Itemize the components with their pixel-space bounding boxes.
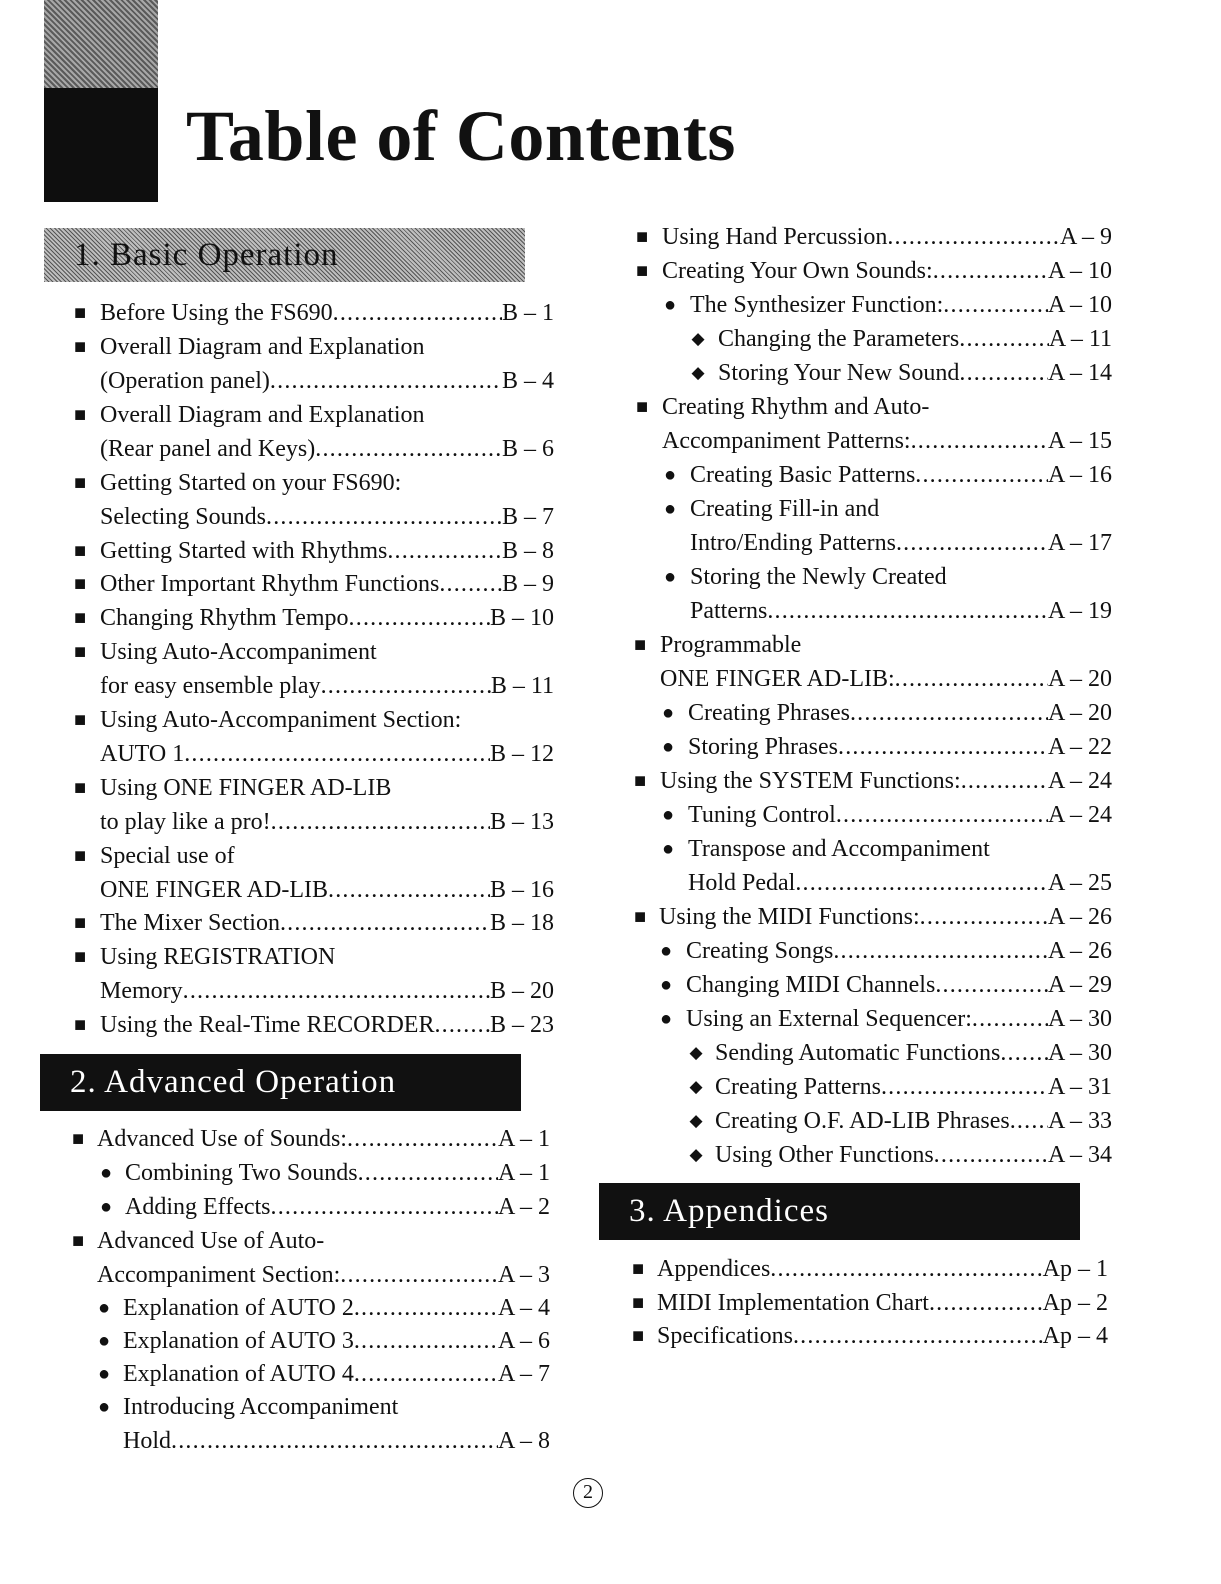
toc-entry-label: ONE FINGER AD-LIB — [100, 877, 328, 903]
dot-leader — [935, 968, 1048, 1002]
toc-entry-text — [686, 934, 1112, 968]
toc-entry-label: Creating Your Own Sounds: — [662, 258, 933, 284]
toc-entry-page: A – 9 — [1059, 224, 1112, 250]
toc-entry — [0, 594, 1112, 628]
toc-entry-label: Changing MIDI Channels — [686, 972, 936, 998]
square-bullet-icon: ■ — [631, 1292, 645, 1314]
toc-entry — [0, 526, 1112, 560]
toc-entry-page: A – 1 — [497, 1160, 550, 1186]
toc-entry-page: A – 25 — [1047, 870, 1112, 896]
toc-entry — [0, 1002, 1112, 1036]
toc-entry-text — [715, 1036, 1112, 1070]
toc-entry-text — [662, 254, 1112, 288]
toc-entry-label: Creating Songs — [686, 938, 834, 964]
toc-entry — [0, 662, 1112, 696]
diamond-bullet-icon: ◆ — [689, 1145, 703, 1164]
toc-entry-label: Advanced Use of Auto- — [97, 1228, 325, 1254]
toc-entry-label: for easy ensemble play — [100, 673, 321, 699]
toc-entry-page: B – 7 — [501, 504, 554, 530]
decorative-side-block — [44, 0, 158, 202]
square-bullet-icon: ■ — [73, 472, 87, 494]
toc-entry-label: Appendices — [657, 1256, 771, 1282]
circle-bullet-icon: ● — [97, 1330, 111, 1352]
toc-entry — [0, 1424, 550, 1458]
toc-entry-label: Accompaniment Patterns: — [662, 428, 911, 454]
dot-leader — [895, 662, 1048, 696]
toc-entry-page: A – 10 — [1047, 258, 1112, 284]
toc-entry-label: Using the Real-Time RECORDER — [100, 1012, 435, 1038]
dot-leader — [896, 526, 1048, 560]
toc-entry-text — [688, 866, 1112, 900]
toc-entry-label: Adding Effects — [125, 1194, 271, 1220]
dot-leader — [933, 254, 1048, 288]
dot-leader — [850, 696, 1048, 730]
toc-entry-text — [690, 288, 1112, 322]
dot-leader — [972, 1002, 1048, 1036]
toc-entry-label: Programmable — [660, 632, 802, 658]
toc-entry — [0, 730, 1112, 764]
toc-entry-label: Using Auto-Accompaniment — [100, 639, 377, 665]
toc-entry-label: Using an External Sequencer: — [686, 1006, 972, 1032]
toc-entry-label: Overall Diagram and Explanation — [100, 402, 425, 428]
toc-entry-label: Combining Two Sounds — [125, 1160, 358, 1186]
toc-entry-text — [690, 560, 1112, 594]
dot-leader — [887, 220, 1060, 254]
toc-entry-label: Introducing Accompaniment — [123, 1394, 399, 1420]
toc-entry — [0, 1319, 1108, 1353]
circle-bullet-icon: ● — [659, 1008, 673, 1030]
toc-entry-page: B – 10 — [489, 605, 554, 631]
circle-bullet-icon: ● — [97, 1363, 111, 1385]
toc-entry — [0, 424, 1112, 458]
toc-entry — [0, 1286, 1108, 1320]
toc-entry-text — [662, 220, 1112, 254]
diamond-bullet-icon: ◆ — [691, 329, 705, 348]
square-bullet-icon: ■ — [635, 260, 649, 282]
square-bullet-icon: ■ — [635, 396, 649, 418]
toc-entry-label: Transpose and Accompaniment — [688, 836, 990, 862]
dot-leader — [833, 934, 1048, 968]
toc-entry-page: B – 12 — [489, 741, 554, 767]
toc-entry-page: A – 8 — [497, 1428, 550, 1454]
dot-leader — [836, 798, 1048, 832]
toc-entry-text — [662, 424, 1112, 458]
toc-entry-page: A – 4 — [497, 1295, 550, 1321]
toc-entry — [0, 322, 1112, 356]
circle-bullet-icon: ● — [663, 464, 677, 486]
toc-entry-label: Creating O.F. AD-LIB Phrases — [715, 1108, 1010, 1134]
toc-entry — [0, 1104, 1112, 1138]
dot-leader — [793, 1319, 1043, 1353]
toc-entry-text — [660, 628, 1112, 662]
circle-bullet-icon: ● — [663, 294, 677, 316]
toc-entry-text — [686, 968, 1112, 1002]
toc-entry-label: Using REGISTRATION — [100, 944, 336, 970]
circle-bullet-icon: ● — [99, 1162, 113, 1184]
square-bullet-icon: ■ — [73, 845, 87, 867]
dot-leader — [959, 322, 1049, 356]
section-header-appendices: 3. Appendices — [599, 1183, 1080, 1240]
toc-entry-page: A – 33 — [1047, 1108, 1112, 1134]
toc-entry — [0, 696, 1112, 730]
toc-entry-label: Selecting Sounds — [100, 504, 266, 530]
square-bullet-icon: ■ — [73, 336, 87, 358]
toc-entry-page: B – 8 — [501, 538, 554, 564]
circle-bullet-icon: ● — [663, 566, 677, 588]
toc-entry-text — [660, 662, 1112, 696]
toc-entry — [0, 1357, 550, 1391]
toc-entry-label: Changing the Parameters — [718, 326, 960, 352]
toc-entry-text — [715, 1138, 1112, 1172]
toc-entry-text — [690, 492, 1112, 526]
toc-entry-text — [657, 1286, 1108, 1320]
toc-entry-page: A – 24 — [1047, 768, 1112, 794]
toc-entry-text — [690, 594, 1112, 628]
toc-entry — [0, 1138, 1112, 1172]
toc-entry-page: A – 2 — [497, 1194, 550, 1220]
toc-entry-label: The Synthesizer Function: — [690, 292, 944, 318]
toc-entry-label: Using Hand Percussion — [662, 224, 888, 250]
dot-leader — [959, 356, 1048, 390]
toc-entry-page: A – 17 — [1047, 530, 1112, 556]
toc-entry-page: B – 16 — [489, 877, 554, 903]
toc-entry-label: Creating Basic Patterns — [690, 462, 916, 488]
toc-entry-label: Advanced Use of Sounds: — [97, 1126, 347, 1152]
toc-entry-label: Overall Diagram and Explanation — [100, 334, 425, 360]
circle-bullet-icon: ● — [661, 736, 675, 758]
toc-entry-page: A – 15 — [1047, 428, 1112, 454]
toc-entry-label: Patterns — [690, 598, 768, 624]
toc-entry-page: A – 6 — [497, 1328, 550, 1354]
toc-entry-page: B – 1 — [501, 300, 554, 326]
toc-entry-page: A – 20 — [1047, 700, 1112, 726]
toc-entry — [0, 832, 1112, 866]
diamond-bullet-icon: ◆ — [689, 1077, 703, 1096]
dot-leader — [1000, 1036, 1048, 1070]
square-bullet-icon: ■ — [73, 912, 87, 934]
toc-entry-text — [657, 1319, 1108, 1353]
toc-entry — [0, 560, 1112, 594]
toc-entry-label: Using Other Functions — [715, 1142, 934, 1168]
square-bullet-icon: ■ — [73, 607, 87, 629]
dot-leader — [911, 424, 1048, 458]
toc-entry — [0, 1190, 550, 1224]
diamond-bullet-icon: ◆ — [689, 1043, 703, 1062]
toc-entry — [0, 492, 1112, 526]
toc-entry-page: B – 23 — [489, 1012, 554, 1038]
square-bullet-icon: ■ — [71, 1230, 85, 1252]
toc-entry-page: B – 6 — [501, 436, 554, 462]
toc-entry-page: A – 20 — [1047, 666, 1112, 692]
toc-entry — [0, 866, 1112, 900]
toc-entry — [0, 934, 1112, 968]
circle-bullet-icon: ● — [663, 498, 677, 520]
toc-entry-label: Intro/Ending Patterns — [690, 530, 896, 556]
page-title: Table of Contents — [186, 96, 736, 176]
toc-entry-text — [688, 730, 1112, 764]
toc-entry-label: (Rear panel and Keys) — [100, 436, 316, 462]
dot-leader — [961, 764, 1048, 798]
square-bullet-icon: ■ — [633, 770, 647, 792]
toc-entry-text — [715, 1104, 1112, 1138]
toc-entry-page: B – 13 — [489, 809, 554, 835]
side-block-halftone — [44, 0, 158, 88]
toc-entry-label: Other Important Rhythm Functions — [100, 571, 440, 597]
square-bullet-icon: ■ — [73, 404, 87, 426]
toc-entry — [0, 968, 1112, 1002]
toc-entry-label: Special use of — [100, 843, 235, 869]
toc-entry-label: to play like a pro! — [100, 809, 271, 835]
toc-entry-label: Creating Phrases — [688, 700, 850, 726]
toc-entry-page: B – 20 — [489, 978, 554, 1004]
toc-entry-page: A – 29 — [1047, 972, 1112, 998]
circle-bullet-icon: ● — [99, 1196, 113, 1218]
circle-bullet-icon: ● — [661, 804, 675, 826]
toc-entry-text — [690, 526, 1112, 560]
dot-leader — [1010, 1104, 1048, 1138]
toc-entry-label: Getting Started with Rhythms — [100, 538, 388, 564]
toc-entry-page: A – 19 — [1047, 598, 1112, 624]
toc-entry-label: Explanation of AUTO 2 — [123, 1295, 354, 1321]
toc-entry-text — [659, 900, 1112, 934]
toc-entry-label: Using ONE FINGER AD-LIB — [100, 775, 392, 801]
toc-entry-label: Accompaniment Section: — [97, 1262, 341, 1288]
toc-entry — [0, 798, 1112, 832]
toc-entry — [0, 254, 1112, 288]
toc-entry-text — [657, 1252, 1108, 1286]
toc-entry-label: Creating Fill-in and — [690, 496, 880, 522]
toc-entry-page: A – 24 — [1047, 802, 1112, 828]
section-header-basic-operation: 1. Basic Operation — [44, 228, 525, 282]
toc-entry-label: Storing the Newly Created — [690, 564, 947, 590]
toc-entry-label: Getting Started on your FS690: — [100, 470, 402, 496]
dot-leader — [354, 1357, 498, 1391]
square-bullet-icon: ■ — [73, 573, 87, 595]
toc-entry-label: (Operation panel) — [100, 368, 270, 394]
toc-entry-text — [662, 390, 1112, 424]
toc-entry-label: The Mixer Section — [100, 910, 280, 936]
diamond-bullet-icon: ◆ — [689, 1111, 703, 1130]
square-bullet-icon: ■ — [73, 777, 87, 799]
dot-leader — [795, 866, 1048, 900]
toc-entry-text — [715, 1070, 1112, 1104]
circle-bullet-icon: ● — [661, 702, 675, 724]
toc-entry-label: Storing Your New Sound — [718, 360, 960, 386]
circle-bullet-icon: ● — [659, 940, 673, 962]
toc-entry-page: B – 11 — [490, 673, 554, 699]
dot-leader — [171, 1424, 498, 1458]
square-bullet-icon: ■ — [635, 226, 649, 248]
toc-entry-text — [123, 1357, 550, 1391]
toc-entry-text — [660, 764, 1112, 798]
circle-bullet-icon: ● — [659, 974, 673, 996]
toc-entry-page: A – 30 — [1047, 1040, 1112, 1066]
square-bullet-icon: ■ — [73, 540, 87, 562]
toc-entry-label: ONE FINGER AD-LIB: — [660, 666, 895, 692]
toc-entry-label: Using the MIDI Functions: — [659, 904, 920, 930]
toc-entry-page: A – 3 — [497, 1262, 550, 1288]
square-bullet-icon: ■ — [633, 906, 647, 928]
toc-entry-page: A – 30 — [1047, 1006, 1112, 1032]
square-bullet-icon: ■ — [71, 1128, 85, 1150]
square-bullet-icon: ■ — [73, 641, 87, 663]
toc-entry-text — [718, 322, 1112, 356]
toc-entry-label: Storing Phrases — [688, 734, 838, 760]
toc-entry — [0, 220, 1112, 254]
toc-entry-page: A – 10 — [1047, 292, 1112, 318]
toc-entry-text — [123, 1424, 550, 1458]
toc-entry-label: Changing Rhythm Tempo — [100, 605, 349, 631]
square-bullet-icon: ■ — [73, 302, 87, 324]
toc-entry-label: Hold — [123, 1428, 171, 1454]
dot-leader — [915, 458, 1048, 492]
square-bullet-icon: ■ — [633, 634, 647, 656]
toc-entry-label: Using the SYSTEM Functions: — [660, 768, 961, 794]
toc-entry-page: A – 34 — [1047, 1142, 1112, 1168]
toc-entry-page: A – 22 — [1047, 734, 1112, 760]
toc-entry-page: A – 31 — [1047, 1074, 1112, 1100]
square-bullet-icon: ■ — [73, 1014, 87, 1036]
toc-entry — [0, 356, 1112, 390]
toc-entry-text — [123, 1390, 550, 1424]
dot-leader — [929, 1286, 1043, 1320]
dot-leader — [838, 730, 1048, 764]
diamond-bullet-icon: ◆ — [691, 363, 705, 382]
toc-entry-page: Ap – 4 — [1042, 1323, 1108, 1349]
toc-entry-label: Explanation of AUTO 3 — [123, 1328, 354, 1354]
square-bullet-icon: ■ — [631, 1325, 645, 1347]
toc-entry-label: Explanation of AUTO 4 — [123, 1361, 354, 1387]
toc-entry-page: Ap – 2 — [1042, 1290, 1108, 1316]
toc-entry-page: B – 9 — [501, 571, 554, 597]
toc-entry-text — [688, 832, 1112, 866]
toc-entry-label: Before Using the FS690 — [100, 300, 333, 326]
toc-entry — [0, 900, 1112, 934]
toc-entry — [0, 288, 1112, 322]
toc-entry — [0, 1036, 1112, 1070]
dot-leader — [770, 1252, 1042, 1286]
toc-entry-label: Creating Patterns — [715, 1074, 881, 1100]
toc-entry-page: A – 14 — [1047, 360, 1112, 386]
toc-entry — [0, 1252, 1108, 1286]
toc-entry — [0, 458, 1112, 492]
toc-entry — [0, 628, 1112, 662]
toc-entry-page: A – 1 — [497, 1126, 550, 1152]
toc-entry-page: B – 4 — [501, 368, 554, 394]
dot-leader — [881, 1070, 1048, 1104]
dot-leader — [934, 1138, 1048, 1172]
toc-entry-text — [686, 1002, 1112, 1036]
toc-entry-page: Ap – 1 — [1042, 1256, 1108, 1282]
toc-entry — [0, 390, 1112, 424]
toc-entry-label: Tuning Control — [688, 802, 836, 828]
toc-entry-label: AUTO 1 — [100, 741, 185, 767]
toc-entry — [0, 1070, 1112, 1104]
toc-entry-text — [690, 458, 1112, 492]
toc-entry-page: A – 26 — [1047, 938, 1112, 964]
toc-entry-label: Sending Automatic Functions — [715, 1040, 1001, 1066]
circle-bullet-icon: ● — [97, 1297, 111, 1319]
toc-entry-text — [688, 798, 1112, 832]
toc-entry-page: A – 11 — [1048, 326, 1112, 352]
page-number: 2 — [573, 1478, 603, 1508]
toc-entry-page: A – 7 — [497, 1361, 550, 1387]
dot-leader — [920, 900, 1048, 934]
toc-entry-label: Memory — [100, 978, 183, 1004]
toc-entry — [0, 764, 1112, 798]
circle-bullet-icon: ● — [97, 1396, 111, 1418]
toc-entry-page: A – 26 — [1047, 904, 1112, 930]
square-bullet-icon: ■ — [631, 1258, 645, 1280]
toc-entry-label: Specifications — [657, 1323, 793, 1349]
dot-leader — [767, 594, 1048, 628]
section-header-advanced-operation: 2. Advanced Operation — [40, 1054, 521, 1111]
toc-entry-label: Using Auto-Accompaniment Section: — [100, 707, 462, 733]
toc-entry-text — [125, 1190, 550, 1224]
toc-entry-page: A – 16 — [1047, 462, 1112, 488]
toc-entry-text — [718, 356, 1112, 390]
toc-entry — [0, 1390, 550, 1424]
toc-entry-page: B – 18 — [489, 910, 554, 936]
toc-entry-label: Hold Pedal — [688, 870, 796, 896]
circle-bullet-icon: ● — [661, 838, 675, 860]
square-bullet-icon: ■ — [73, 946, 87, 968]
toc-entry-label: MIDI Implementation Chart — [657, 1290, 929, 1316]
dot-leader — [943, 288, 1048, 322]
square-bullet-icon: ■ — [73, 709, 87, 731]
toc-entry-label: Creating Rhythm and Auto- — [662, 394, 930, 420]
toc-entry-text — [688, 696, 1112, 730]
dot-leader — [271, 1190, 498, 1224]
